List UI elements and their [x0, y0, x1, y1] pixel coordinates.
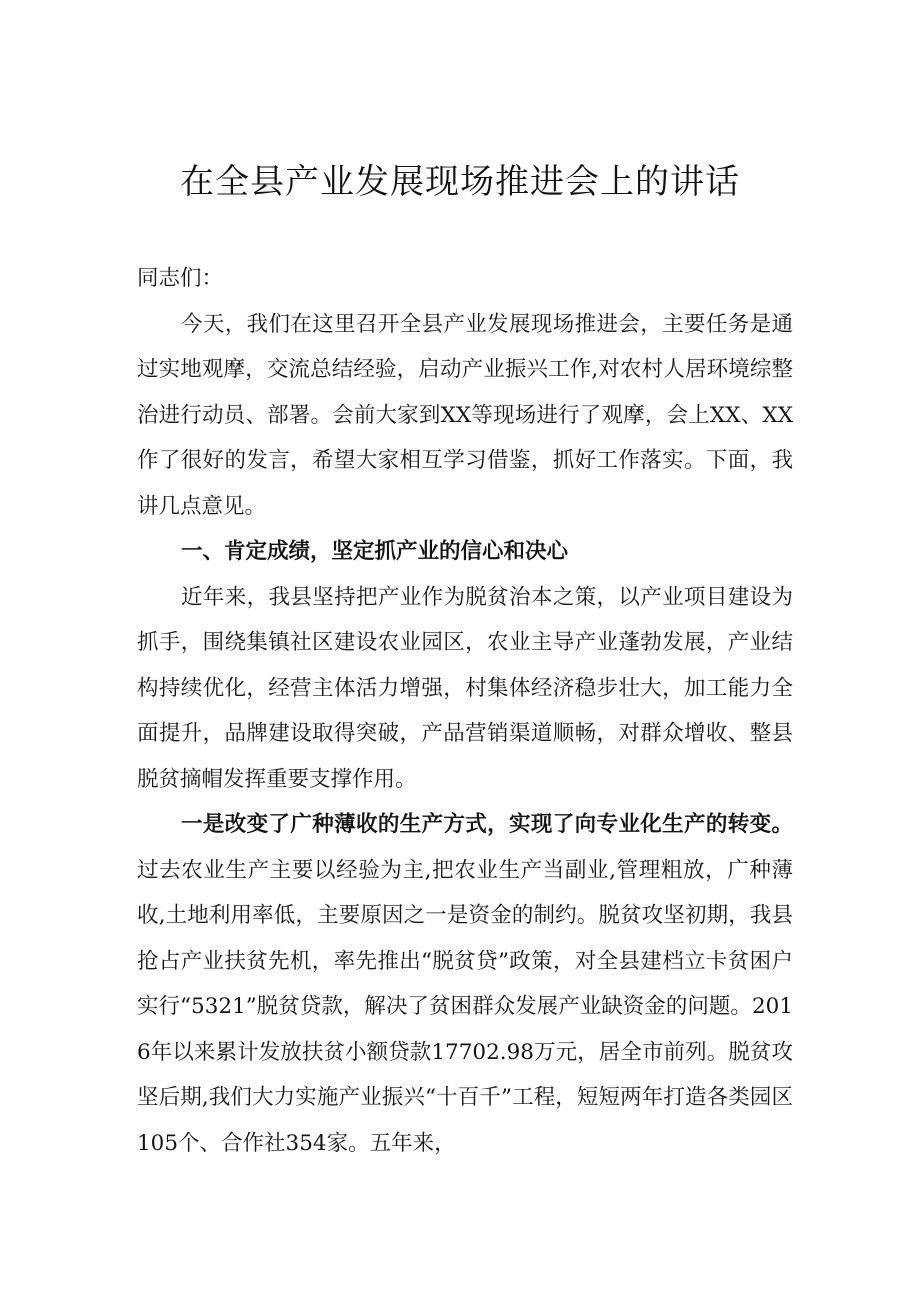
- section-1-heading: 一、肯定成绩，坚定抓产业的信心和决心: [181, 539, 569, 564]
- paragraph-intro: 今天，我们在这里召开全县产业发展现场推进会，主要任务是通过实地观摩，交流总结经验，启动产业振兴工作,对农村人居环境综整治进行动员、部署。会前大家到XX等现场进行了观摩，会上XX、XX作了很好的发言，希望大家相互学习借鉴，抓好工作落实。下面，我讲几点意见。: [137, 311, 793, 519]
- document-body: [137, 256, 793, 1166]
- salutation: 同志们：: [137, 266, 224, 291]
- point-1-body: 过去农业生产主要以经验为主,把农业生产当副业,管理粗放，广种薄收,土地利用率低，主要原因之一是资金的制约。脱贫攻坚初期，我县抢占产业扶贫先机，率先推出“脱贫贷”政策，对全县建档立卡贫困户实行“5321”脱贫贷款，解决了贫困群众发展产业缺资金的问题。2016年以来累计发放扶贫小额贷款17702.98万元，居全市前列。脱贫攻坚后期,我们大力实施产业振兴“十百千”工程，短短两年打造各类园区105个、合作社354家。五年来，: [137, 857, 793, 1156]
- document-title: 在全县产业发展现场推进会上的讲话: [180, 162, 740, 202]
- point-1-lead: 一是改变了广种薄收的生产方式，实现了向专业化生产的转变。: [181, 812, 793, 837]
- paragraph-point-1: [137, 802, 793, 1166]
- paragraph-section-1: 近年来，我县坚持把产业作为脱贫治本之策，以产业项目建设为抓手，围绕集镇社区建设农业园区，农业主导产业蓬勃发展，产业结构持续优化，经营主体活力增强，村集体经济稳步壮大，加工能力全面提升，品牌建设取得突破，产品营销渠道顺畅，对群众增收、整县脱贫摘帽发挥重要支撑作用。: [137, 584, 793, 792]
